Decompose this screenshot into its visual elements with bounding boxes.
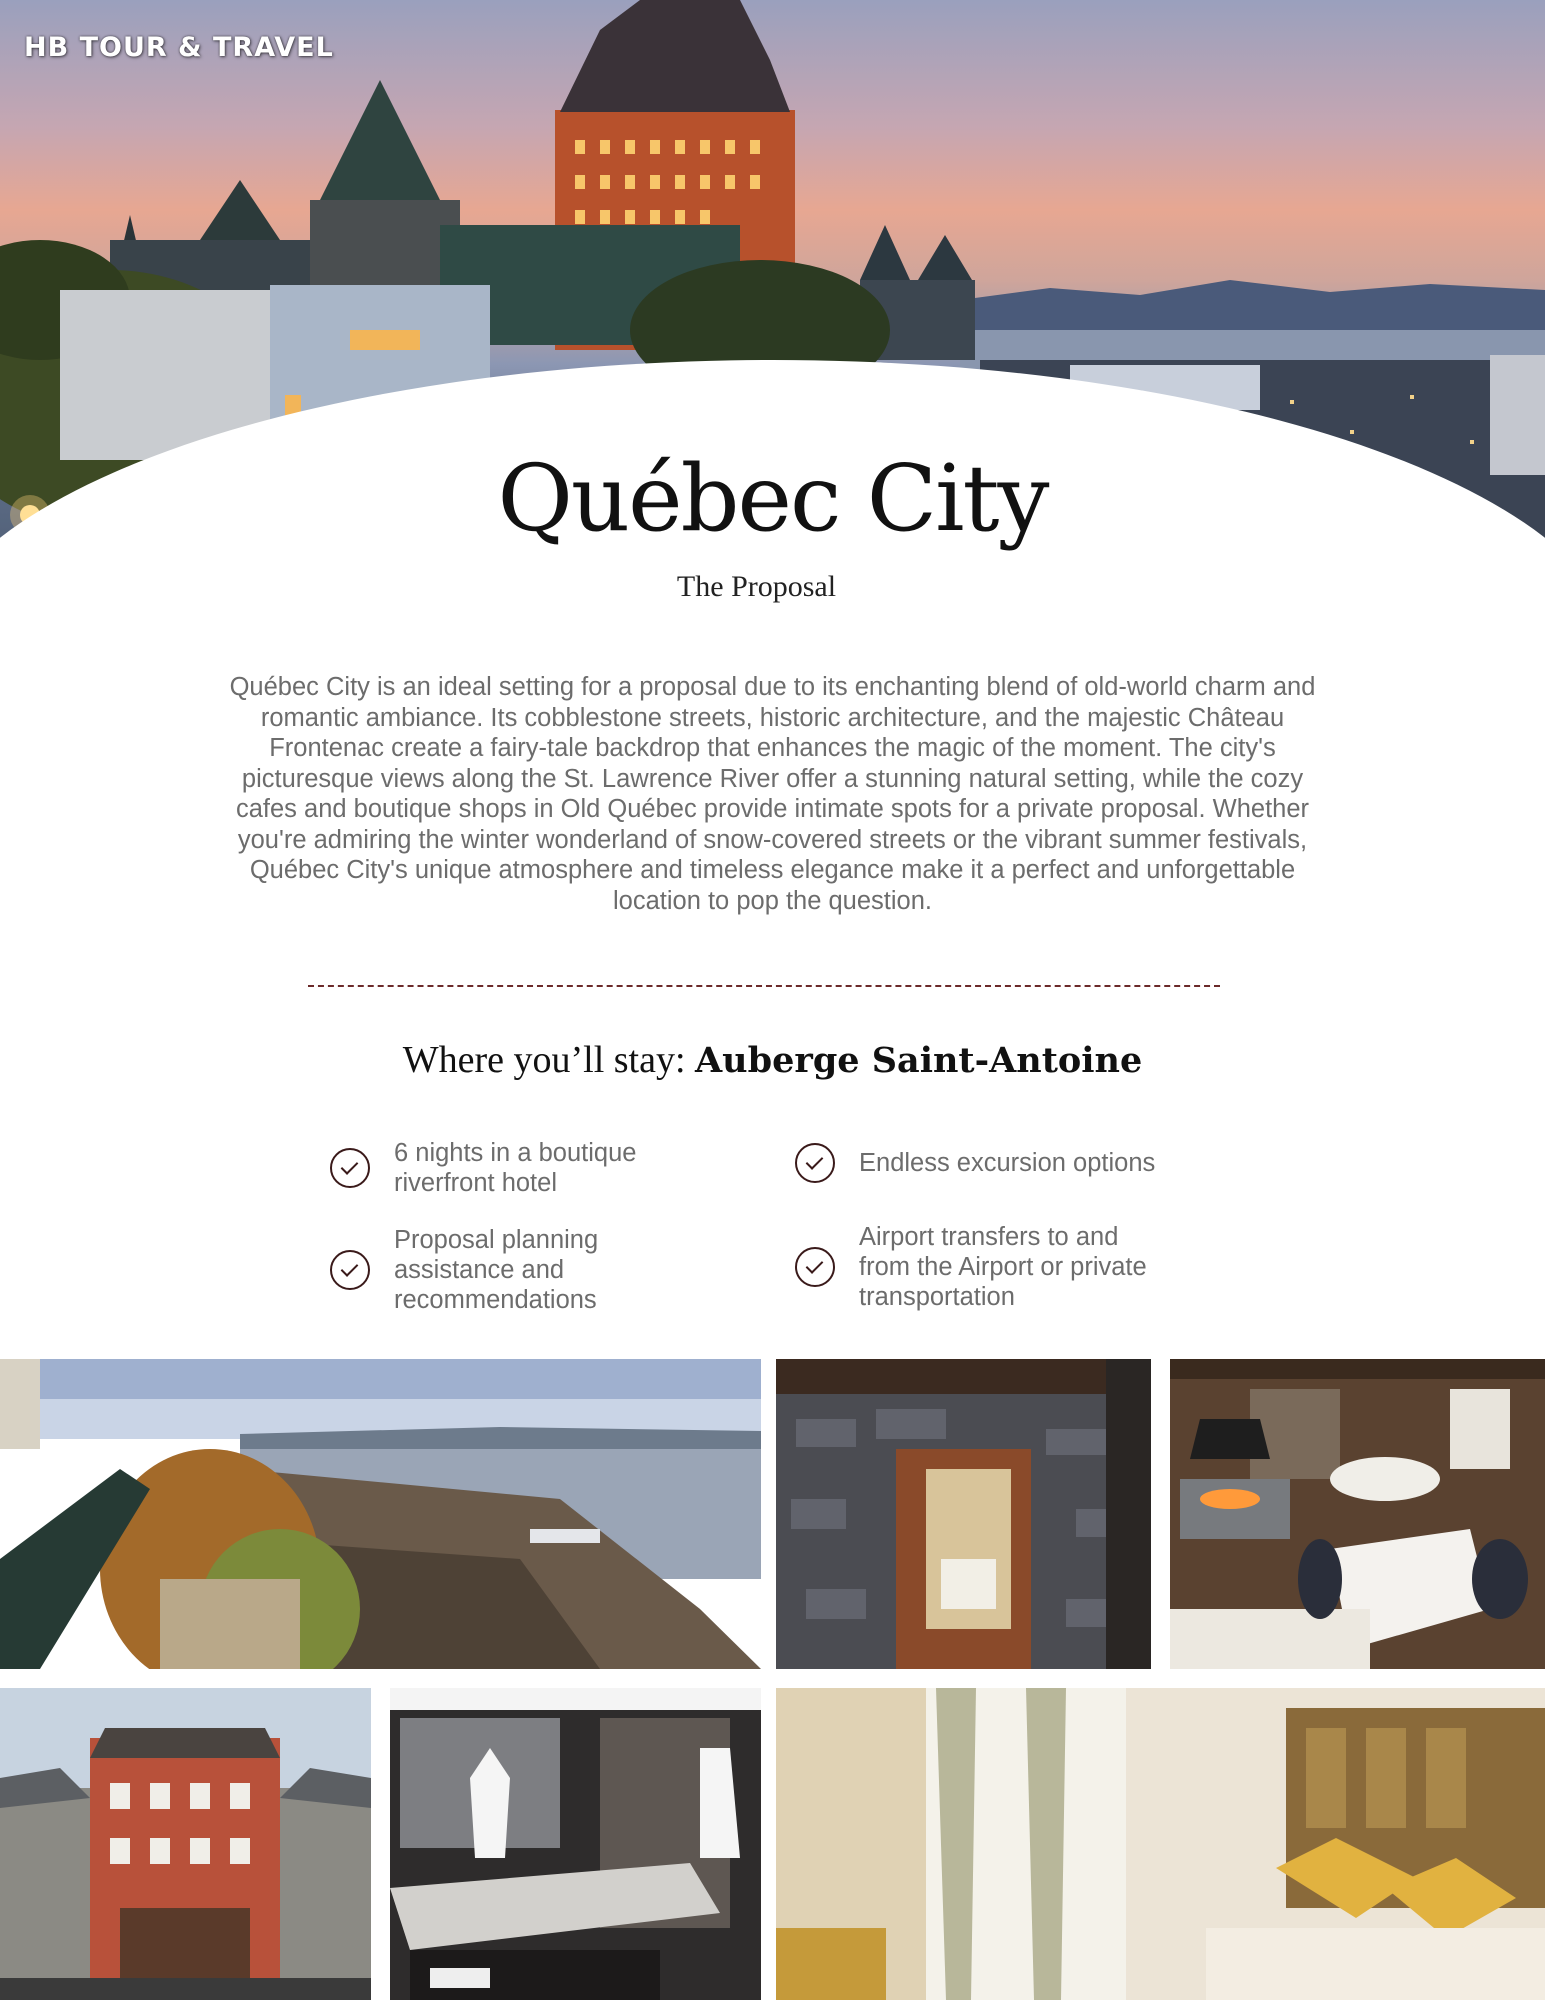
photo-river-view bbox=[0, 1359, 761, 1669]
stay-prefix: Where you’ll stay: bbox=[402, 1039, 696, 1081]
page-title: Québec City bbox=[497, 445, 1048, 552]
photo-bathroom bbox=[390, 1688, 761, 2000]
photo-stone-entrance bbox=[776, 1359, 1151, 1669]
photo-hotel-facade bbox=[0, 1688, 371, 2000]
hotel-name: Auberge Saint-Antoine bbox=[695, 1040, 1143, 1081]
feature-item bbox=[330, 1225, 700, 1315]
page-subtitle: The Proposal bbox=[676, 570, 837, 603]
check-circle-icon bbox=[330, 1250, 370, 1290]
feature-text: Proposal planning assistance and recommendations bbox=[394, 1226, 599, 1314]
intro-paragraph: Québec City is an ideal setting for a proposal due to its enchanting blend of old-world charm and romantic ambiance. Its cobblestone streets, historic architecture, and the majestic Château Frontenac create a fairy-tale backdrop that enhances the magic of the moment. The city's picturesque views along the St. Lawrence River offer a stunning natural setting, while the cozy cafes and boutique shops in Old Québec provide intimate spots for a private proposal. Whether you're admiring the winter wonderland of snow-covered streets or the vibrant summer festivals, Québec City's unique atmosphere and timeless elegance make it a perfect and unforgettable location to pop the question. bbox=[229, 673, 1316, 915]
check-circle-icon bbox=[795, 1143, 835, 1183]
feature-text: Airport transfers to and from the Airport or private transportation bbox=[859, 1223, 1147, 1311]
feature-text: 6 nights in a boutique riverfront hotel bbox=[394, 1139, 637, 1197]
dashed-divider bbox=[308, 985, 1220, 987]
feature-item bbox=[795, 1222, 1165, 1312]
feature-item bbox=[795, 1143, 1215, 1183]
check-circle-icon bbox=[330, 1148, 370, 1188]
feature-item bbox=[330, 1138, 710, 1198]
photo-dining-room bbox=[1170, 1359, 1545, 1669]
stay-heading bbox=[0, 1038, 1545, 1082]
photo-bedroom bbox=[776, 1688, 1545, 2000]
brand-logo: HB TOUR & TRAVEL bbox=[24, 32, 334, 63]
feature-text: Endless excursion options bbox=[859, 1149, 1156, 1177]
check-circle-icon bbox=[795, 1247, 835, 1287]
